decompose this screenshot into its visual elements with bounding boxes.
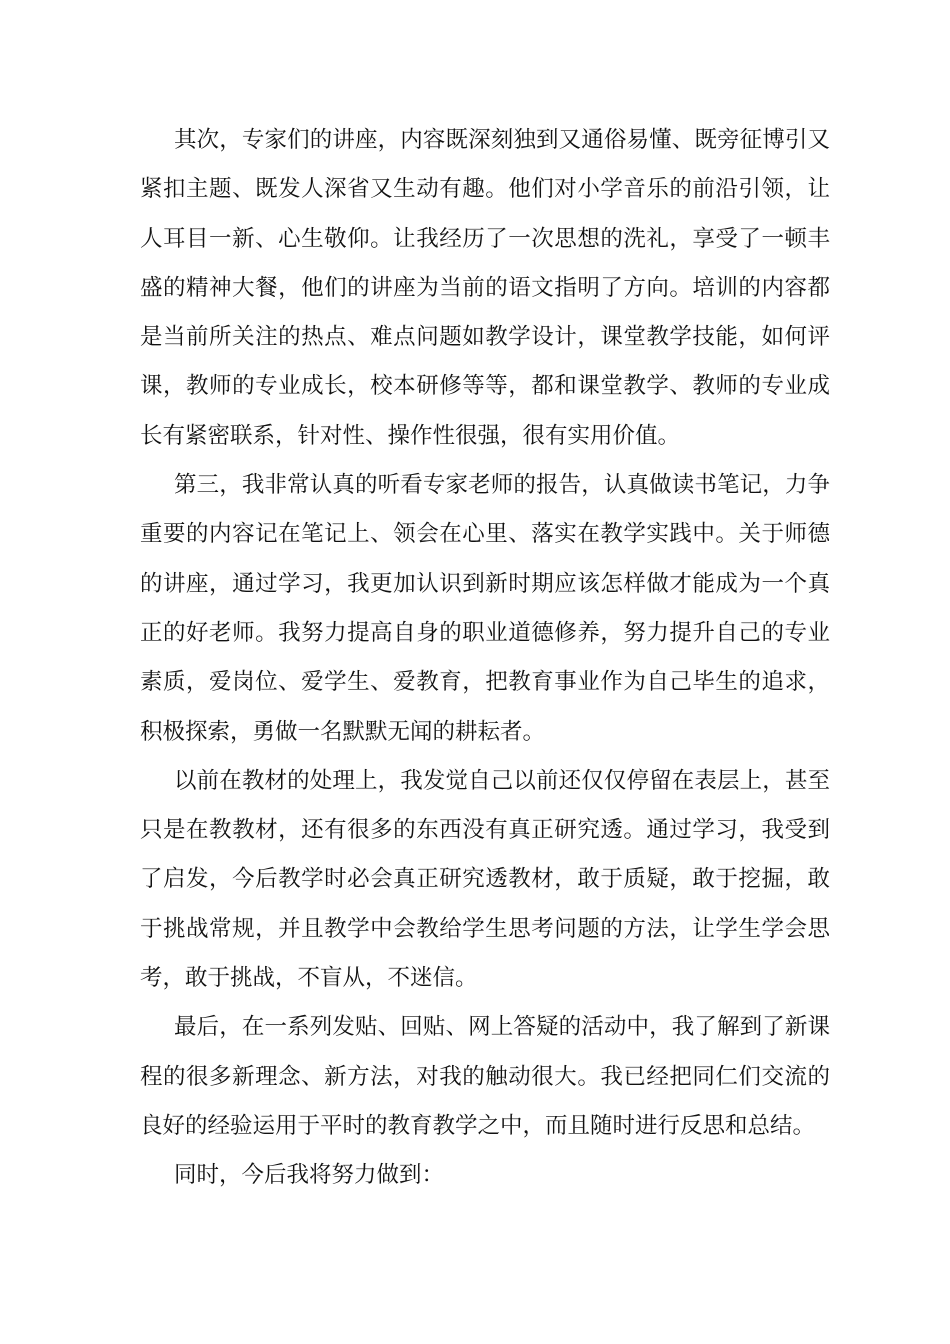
paragraph-third-notes: 第三，我非常认真的听看专家老师的报告，认真做读书笔记，力争重要的内容记在笔记上、领会在心里、落实在教学实践中。关于师德的讲座，通过学习，我更加认识到新时期应该怎样做才能成为一个真正的好老师。我努力提高自身的职业道德修养，努力提升自己的专业素质，爱岗位、爱学生、爱教育，把教育事业作为自己毕生的追求，积极探索，勇做一名默默无闻的耕耘者。 bbox=[140, 472, 830, 745]
paragraph-meanwhile: 同时，今后我将努力做到： bbox=[174, 1162, 445, 1189]
paragraph-finally-online-activities: 最后，在一系列发贴、回贴、网上答疑的活动中，我了解到了新课程的很多新理念、新方法，对我的触动很大。我已经把同仁们交流的良好的经验运用于平时的教育教学之中，而且随时进行反思和总结。 bbox=[140, 1014, 830, 1139]
paragraph-textbook-handling: 以前在教材的处理上，我发觉自己以前还仅仅停留在表层上，甚至只是在教教材，还有很多的东西没有真正研究透。通过学习，我受到了启发，今后教学时必会真正研究透教材，敢于质疑，敢于挖掘，敢于挑战常规，并且教学中会教给学生思考问题的方法，让学生学会思考，敢于挑战，不盲从，不迷信。 bbox=[140, 767, 830, 992]
paragraph-experts-lectures: 其次，专家们的讲座，内容既深刻独到又通俗易懂、既旁征博引又紧扣主题、既发人深省又生动有趣。他们对小学音乐的前沿引领，让人耳目一新、心生敬仰。让我经历了一次思想的洗礼，享受了一顿丰盛的精神大餐，他们的讲座为当前的语文指明了方向。培训的内容都是当前所关注的热点、难点问题如教学设计，课堂教学技能，如何评课，教师的专业成长，校本研修等等，都和课堂教学、教师的专业成长有紧密联系，针对性、操作性很强，很有实用价值。 bbox=[140, 127, 830, 449]
document-body bbox=[140, 116, 830, 1201]
